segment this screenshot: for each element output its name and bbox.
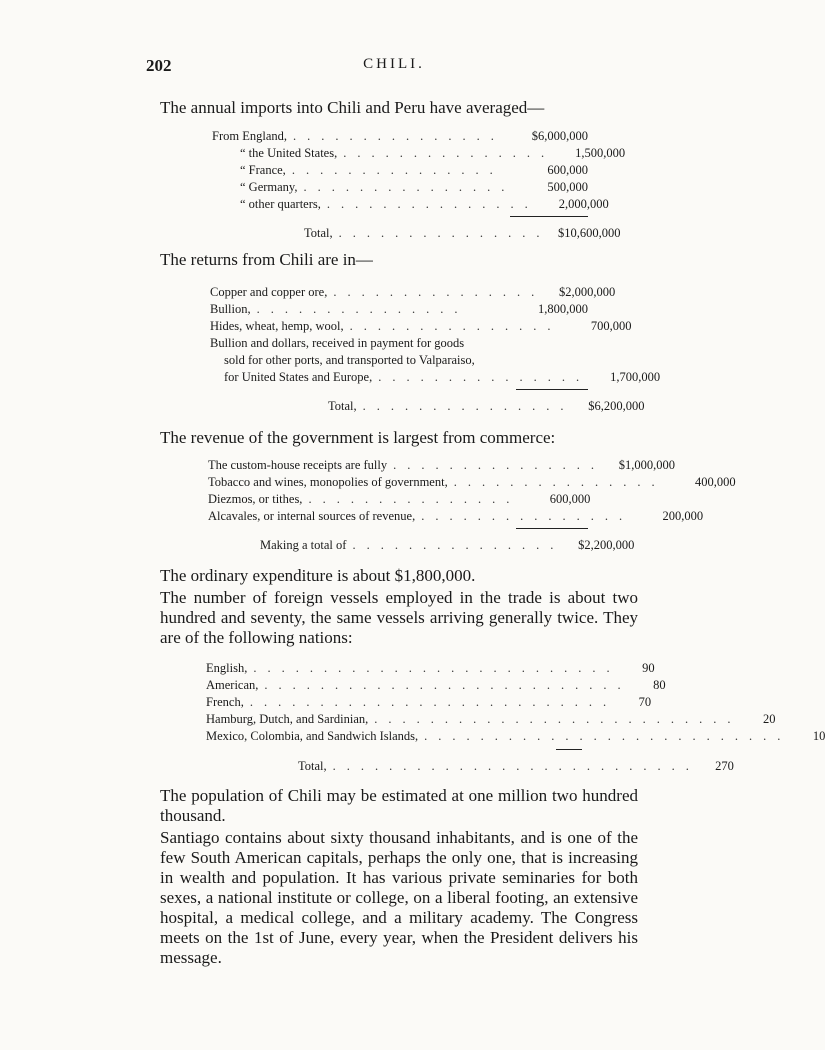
- row-label: Bullion,: [210, 302, 251, 316]
- imports-table: [212, 128, 626, 242]
- leader-dots: ..........................: [249, 695, 618, 709]
- leader-dots: ...............: [308, 492, 521, 506]
- row-label: Diezmos, or tithes,: [208, 492, 303, 506]
- total-label: Making a total of: [260, 538, 347, 552]
- row-amount: 600,000: [547, 163, 588, 177]
- table-row: [212, 145, 626, 162]
- row-label: American,: [206, 678, 259, 692]
- table-row-multiline: [210, 335, 588, 352]
- leader-dots: ..........................: [374, 712, 742, 726]
- total-label: Total,: [304, 226, 333, 240]
- row-amount: 1,700,000: [610, 370, 661, 384]
- leader-dots: ..........................: [424, 729, 792, 743]
- revenue-table: [208, 457, 736, 554]
- table-row: [206, 660, 655, 677]
- table-row: [212, 128, 588, 145]
- row-label: Copper and copper ore,: [210, 285, 328, 299]
- total-amount: $2,200,000: [578, 538, 635, 552]
- table-row: [212, 179, 588, 196]
- row-label: Tobacco and wines, monopolies of government,: [208, 475, 448, 489]
- table-row: [210, 301, 588, 318]
- leader-dots: ...............: [303, 180, 516, 194]
- leader-dots: ...............: [352, 538, 565, 552]
- table-row: [206, 728, 825, 745]
- row-amount: 700,000: [590, 319, 632, 333]
- leader-dots: ...............: [453, 475, 666, 489]
- expenditure-line: The ordinary expenditure is about $1,800,000.: [160, 566, 476, 585]
- leader-dots: ...............: [293, 129, 505, 143]
- row-label: for United States and Europe,: [224, 370, 373, 384]
- population-paragraph: The population of Chili may be estimated at one million two hundred thousand.: [160, 786, 638, 825]
- page-header: [146, 56, 642, 82]
- row-amount: 90: [642, 661, 655, 675]
- vessels-table: [206, 660, 825, 775]
- sum-rule: [510, 216, 588, 217]
- row-label: “ the United States,: [240, 146, 338, 160]
- row-amount: $1,000,000: [618, 458, 675, 472]
- leader-dots: ...............: [343, 146, 556, 160]
- leader-dots: ...............: [256, 302, 469, 316]
- row-amount: 500,000: [547, 180, 588, 194]
- row-label: The custom-house receipts are fully: [208, 458, 388, 472]
- table-row: [210, 284, 616, 301]
- total-row: [212, 225, 621, 242]
- table-row: [206, 711, 776, 728]
- row-label: “ other quarters,: [240, 197, 321, 211]
- row-label: English,: [206, 661, 248, 675]
- row-amount: 600,000: [549, 492, 591, 506]
- sum-rule: [516, 528, 588, 529]
- table-row: [208, 508, 704, 525]
- row-amount: 20: [763, 712, 776, 726]
- row-label: French,: [206, 695, 244, 709]
- row-label: “ France,: [240, 163, 286, 177]
- row-amount: 1,800,000: [538, 302, 588, 316]
- row-amount: 10: [812, 729, 825, 743]
- table-row-multiline: [210, 352, 588, 369]
- row-label: Alcavales, or internal sources of revenue,: [208, 509, 416, 523]
- leader-dots: ..........................: [264, 678, 632, 692]
- santiago-paragraph: Santiago contains about sixty thousand inhabitants, and is one of the few South American capitals, perhaps the only one, that is increasing in wealth and population. It has various private seminaries for both sexes, a national institute or college, on a liberal footing, an extensive hospital, a medical college, and a military academy. The Congress meets on the 1st of June, every year, when the President delivers his message.: [160, 828, 638, 967]
- leader-dots: ..........................: [332, 759, 700, 773]
- leader-dots: ...............: [338, 226, 551, 240]
- sum-rule: [556, 749, 582, 750]
- leader-dots: ..........................: [253, 661, 621, 675]
- returns-table: [210, 284, 661, 415]
- leader-dots: ...............: [333, 285, 546, 299]
- row-amount: $2,000,000: [558, 285, 616, 299]
- row-amount: 200,000: [662, 509, 704, 523]
- table-row: [212, 196, 609, 213]
- table-row: [212, 162, 588, 179]
- table-row: [210, 369, 661, 386]
- total-amount: $10,600,000: [558, 226, 621, 240]
- row-label: Bullion and dollars, received in payment for goods: [210, 336, 465, 350]
- row-amount: 80: [653, 678, 666, 692]
- returns-intro: The returns from Chili are in—: [160, 250, 373, 269]
- table-row: [208, 474, 736, 491]
- row-amount: 1,500,000: [575, 146, 626, 160]
- revenue-intro: The revenue of the government is largest from commerce:: [160, 428, 556, 447]
- row-label: From England,: [212, 129, 287, 143]
- row-label: Hides, wheat, hemp, wool,: [210, 319, 344, 333]
- imports-intro: The annual imports into Chili and Peru have averaged—: [160, 98, 545, 117]
- row-label: Mexico, Colombia, and Sandwich Islands,: [206, 729, 419, 743]
- row-label: sold for other ports, and transported to Valparaiso,: [224, 353, 475, 367]
- row-amount: 2,000,000: [558, 197, 609, 211]
- leader-dots: ...............: [326, 197, 539, 211]
- row-amount: 70: [638, 695, 652, 709]
- total-row: [210, 398, 645, 415]
- row-label: “ Germany,: [240, 180, 298, 194]
- total-row: [208, 537, 635, 554]
- total-amount: 270: [715, 759, 734, 773]
- leader-dots: ...............: [378, 370, 591, 384]
- page-number: 202: [146, 56, 172, 75]
- row-label: Hamburg, Dutch, and Sardinian,: [206, 712, 369, 726]
- table-row: [206, 677, 666, 694]
- total-label: Total,: [328, 399, 357, 413]
- total-amount: $6,200,000: [588, 399, 645, 413]
- total-row: [206, 758, 734, 775]
- table-row: [208, 491, 591, 508]
- leader-dots: ...............: [362, 399, 575, 413]
- leader-dots: ...............: [291, 163, 504, 177]
- vessels-intro: The number of foreign vessels employed in the trade is about two hundred and seventy, the same vessels arriving generally twice. They are of the following nations:: [160, 588, 638, 647]
- leader-dots: ...............: [349, 319, 562, 333]
- sum-rule: [516, 389, 588, 390]
- table-row: [206, 694, 652, 711]
- total-label: Total,: [298, 759, 327, 773]
- table-row: [208, 457, 675, 474]
- leader-dots: ...............: [421, 509, 634, 523]
- row-amount: 400,000: [694, 475, 736, 489]
- leader-dots: ...............: [393, 458, 605, 472]
- table-row: [210, 318, 632, 335]
- row-amount: $6,000,000: [531, 129, 588, 143]
- running-title: CHILI.: [363, 56, 425, 72]
